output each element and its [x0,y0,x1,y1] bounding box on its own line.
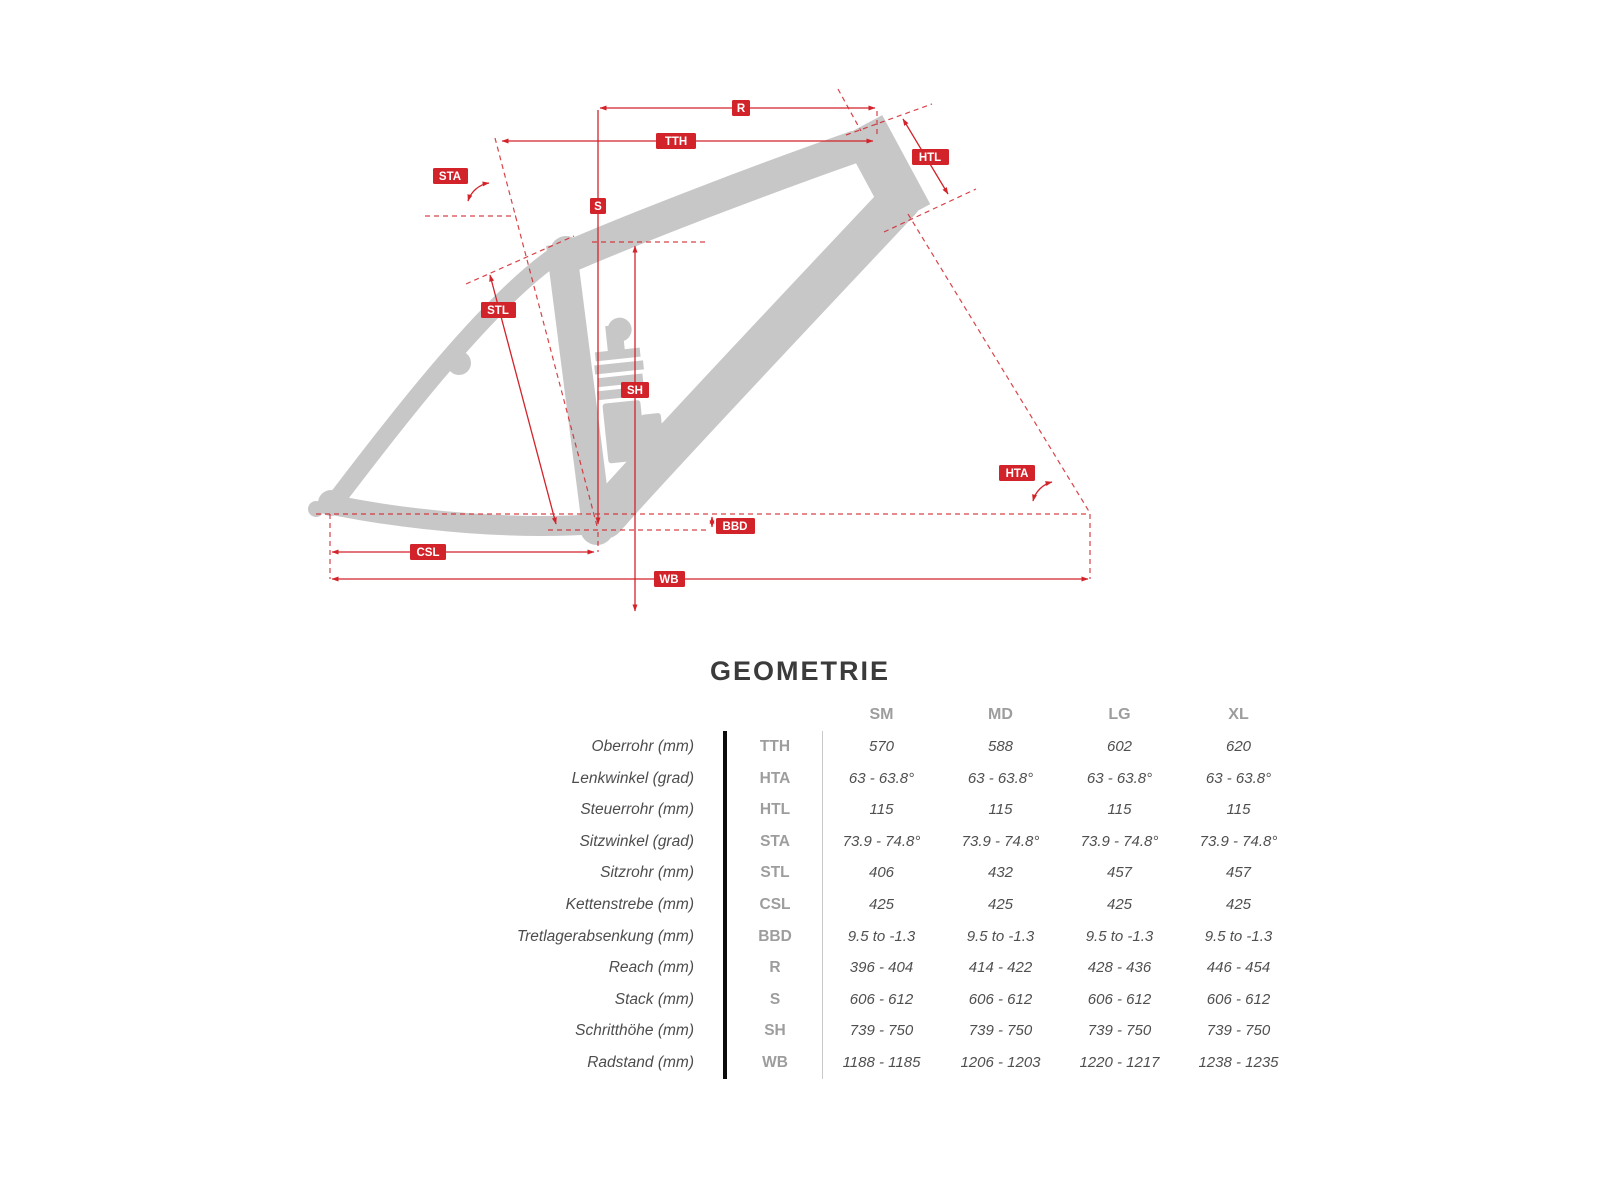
row-label: Sitzwinkel (grad) [579,832,694,850]
value-xl: 620 [1225,738,1252,755]
row-abbr: STL [760,864,790,882]
value-sm: 739 - 750 [849,1022,914,1040]
column-header-md: MD [988,706,1013,723]
reference-lines [316,89,1090,579]
seat-cluster [550,236,582,268]
row-abbr: HTA [759,769,791,787]
top-tube [566,146,857,258]
value-xl: 1238 - 1235 [1198,1053,1279,1071]
table-row-sh [470,1015,1298,1047]
table-row-reach [470,952,1298,984]
value-md: 606 - 612 [968,990,1033,1008]
value-md: 73.9 - 74.8° [961,832,1040,850]
value-xl: 115 [1226,801,1251,819]
table-header-row [470,698,1298,731]
row-abbr: HTL [759,801,791,819]
row-abbr: WB [762,1053,788,1071]
label-seat-angle [433,168,468,184]
value-xl: 446 - 454 [1206,959,1271,977]
value-xl: 73.9 - 74.8° [1199,832,1278,850]
value-xl: 606 - 612 [1206,990,1271,1008]
bottom-bracket [580,511,614,545]
row-label: Lenkwinkel (grad) [571,769,694,787]
label-stack [590,198,606,214]
value-md: 115 [988,801,1013,819]
label-head-angle [999,465,1035,481]
value-sm: 396 - 404 [849,959,914,977]
shock-body [602,400,646,464]
value-lg: 9.5 to -1.3 [1085,927,1154,945]
value-md: 588 [987,738,1014,755]
label-wheelbase [654,571,685,587]
row-label: Stack (mm) [614,990,694,1008]
row-label: Tretlagerabsenkung (mm) [516,927,694,945]
down-tube [604,200,900,518]
label-stack-text: S [594,201,602,213]
label-reach-text: R [736,103,746,115]
value-sm: 115 [869,801,894,819]
row-abbr: S [769,990,781,1008]
column-header-xl: XL [1228,706,1249,723]
table-row-tth [470,731,1298,763]
bike-frame-silhouette [308,126,910,545]
value-sm: 63 - 63.8° [848,769,915,787]
label-toptube-text: TTH [664,136,688,148]
table-row-csl [470,889,1298,921]
row-label: Kettenstrebe (mm) [565,895,694,913]
row-label: Sitzrohr (mm) [600,864,694,882]
row-label: Oberrohr (mm) [591,738,694,755]
value-xl: 9.5 to -1.3 [1204,927,1273,945]
value-xl: 63 - 63.8° [1205,769,1272,787]
value-sm: 1188 - 1185 [842,1053,921,1071]
header-spacer [694,698,822,731]
value-sm: 406 [868,864,895,882]
value-md: 425 [987,895,1014,913]
value-xl: 739 - 750 [1206,1022,1271,1040]
value-lg: 602 [1106,738,1133,755]
value-sm: 73.9 - 74.8° [842,832,921,850]
value-md: 9.5 to -1.3 [966,927,1035,945]
value-lg: 739 - 750 [1087,1022,1152,1040]
value-md: 739 - 750 [968,1022,1033,1040]
table-row-htl [470,794,1298,826]
value-xl: 425 [1225,895,1252,913]
row-label: Steuerrohr (mm) [580,801,694,819]
column-header-lg: LG [1108,706,1131,723]
label-chainstay-text: CSL [416,547,440,559]
value-lg: 115 [1107,801,1132,819]
row-label: Reach (mm) [608,959,694,977]
head-tube-axis-upper [838,89,861,131]
value-lg: 606 - 612 [1087,990,1152,1008]
row-abbr: BBD [758,927,792,945]
column-header-sm: SM [869,706,894,723]
table-row-sta [470,826,1298,858]
value-lg: 63 - 63.8° [1086,769,1153,787]
label-bb-drop [716,518,755,534]
value-md: 432 [987,864,1014,882]
value-sm: 425 [868,895,895,913]
table-row-stl [470,857,1298,889]
label-reach [732,100,750,116]
label-seattube-length-text: STL [487,305,509,317]
table-divider-black [723,731,727,1079]
value-lg: 1220 - 1217 [1079,1053,1160,1071]
value-md: 63 - 63.8° [967,769,1034,787]
seat-tube [561,244,597,526]
shock-lug [641,413,664,444]
label-head-angle-text: HTA [1005,468,1029,480]
value-xl: 457 [1225,864,1252,882]
table-row-hta [470,763,1298,795]
row-label: Schritthöhe (mm) [575,1022,694,1040]
chain-stay [338,506,597,526]
row-abbr: STA [760,832,790,850]
label-seat-angle-text: STA [438,171,462,183]
seat-stay [336,258,552,500]
geometry-table [470,698,1298,1079]
value-sm: 9.5 to -1.3 [847,927,916,945]
label-seattube-length [481,302,516,318]
value-lg: 428 - 436 [1087,959,1152,977]
row-label: Radstand (mm) [587,1053,694,1071]
seatstay-pivot [447,351,471,375]
value-md: 414 - 422 [968,959,1033,977]
table-row-bbd [470,921,1298,953]
row-abbr: R [769,959,781,977]
table-divider-gray [822,731,823,1079]
value-md: 1206 - 1203 [960,1053,1041,1071]
label-toptube [656,133,696,149]
header-spacer [470,698,694,731]
table-row-wb [470,1047,1298,1079]
dim-seat-angle-arc [468,183,489,201]
dim-head-angle-arc [1033,482,1052,501]
value-lg: 425 [1106,895,1133,913]
row-abbr: CSL [759,895,791,913]
label-headtube-length [912,149,949,165]
label-wheelbase-text: WB [659,574,679,586]
value-sm: 606 - 612 [849,990,914,1008]
shock-coil [594,360,644,374]
row-abbr: TTH [759,738,791,755]
row-abbr: SH [764,1022,786,1040]
label-headtube-length-text: HTL [918,152,942,164]
value-lg: 73.9 - 74.8° [1080,832,1159,850]
label-standover [621,382,649,398]
label-standover-text: SH [627,385,643,397]
value-sm: 570 [868,738,895,755]
label-chainstay [410,544,446,560]
label-bb-drop-text: BBD [722,521,748,533]
geometry-table-title: GEOMETRIE [710,656,891,686]
table-row-stack [470,984,1298,1016]
value-lg: 457 [1106,864,1133,882]
